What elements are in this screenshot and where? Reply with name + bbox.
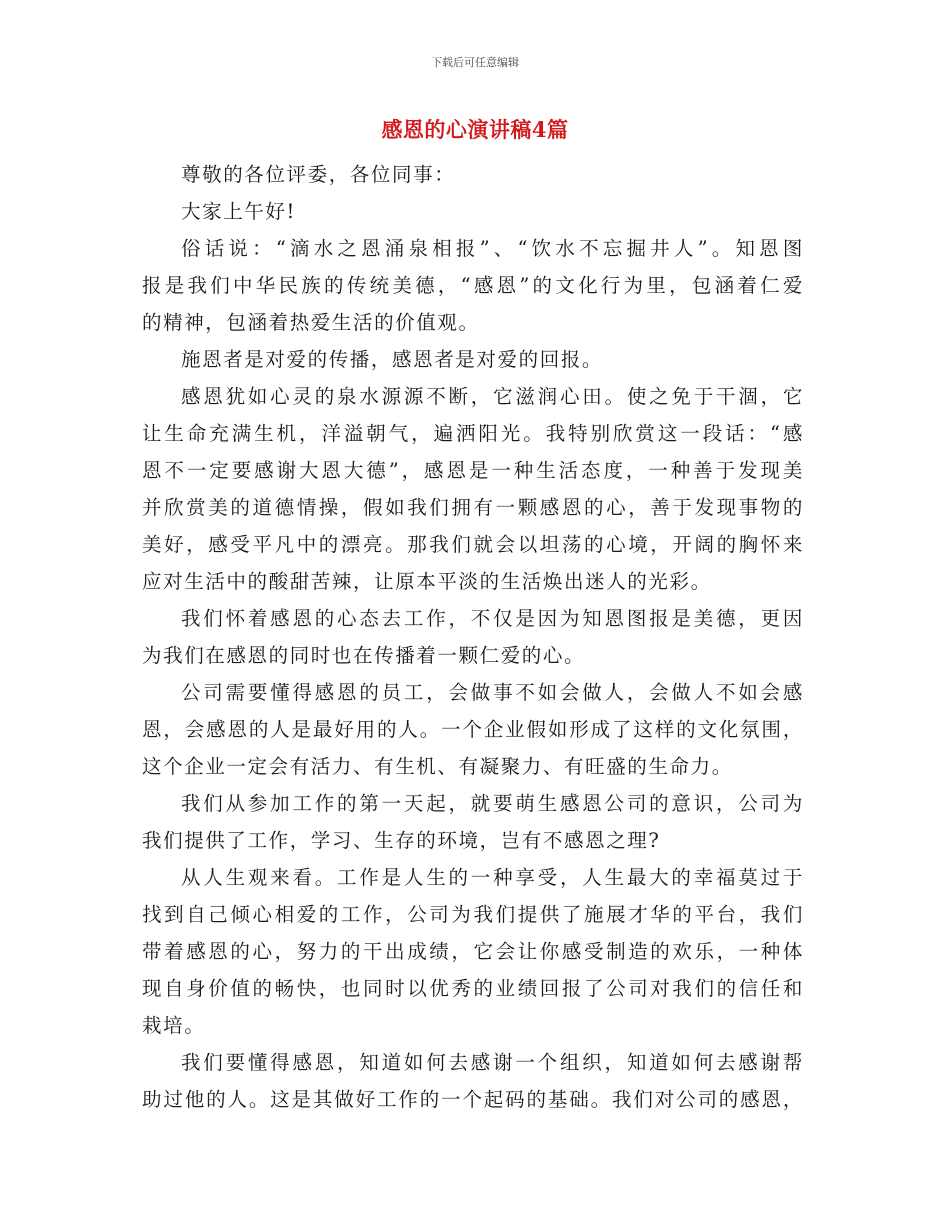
paragraph-line: 尊敬的各位评委，各位同事： [181, 163, 456, 186]
paragraph-line: 恩不一定要感谢大恩大德”，感恩是一种生活态度，一种善于发现美 [142, 459, 804, 482]
paragraph-line: 我们提供了工作，学习、生存的环境，岂有不感恩之理? [142, 829, 661, 852]
paragraph-line: 让生命充满生机，洋溢朝气，遍洒阳光。我特别欣赏这一段话：“感 [142, 422, 804, 445]
document-title: 感恩的心演讲稿4篇 [381, 117, 569, 142]
paragraph-line: 为我们在感恩的同时也在传播着一颗仁爱的心。 [142, 644, 586, 667]
paragraph [142, 193, 804, 230]
paragraph-line: 助过他的人。这是其做好工作的一个起码的基础。我们对公司的感恩， [142, 1088, 804, 1111]
paragraph-line: 大家上午好! [181, 200, 296, 223]
paragraph-line: 我们要懂得感恩，知道如何去感谢一个组织，知道如何去感谢帮 [181, 1051, 804, 1074]
paragraph [142, 674, 804, 785]
paragraph-line: 应对生活中的酸甜苦辣，让原本平淡的生活焕出迷人的光彩。 [142, 570, 712, 593]
paragraph-line: 我们怀着感恩的心态去工作，不仅是因为知恩图报是美德，更因 [181, 607, 804, 630]
paragraph-line: 的精神，包涵着热爱生活的价值观。 [142, 311, 480, 334]
document-body [142, 156, 804, 1118]
paragraph [142, 859, 804, 1044]
paragraph-line: 栽培。 [142, 1014, 206, 1037]
paragraph [142, 378, 804, 600]
paragraph-line: 并欣赏美的道德情操，假如我们拥有一颗感恩的心，善于发现事物的 [142, 496, 804, 519]
paragraph-line: 施恩者是对爱的传播，感恩者是对爱的回报。 [181, 348, 604, 371]
paragraph-line: 恩，会感恩的人是最好用的人。一个企业假如形成了这样的文化氛围， [142, 718, 804, 741]
paragraph-line: 带着感恩的心，努力的干出成绩，它会让你感受制造的欢乐，一种体 [142, 940, 804, 963]
paragraph-line: 公司需要懂得感恩的员工，会做事不如会做人，会做人不如会感 [181, 681, 804, 704]
paragraph-line: 找到自己倾心相爱的工作，公司为我们提供了施展才华的平台，我们 [142, 903, 804, 926]
paragraph-line: 美好，感受平凡中的漂亮。那我们就会以坦荡的心境，开阔的胸怀来 [142, 533, 804, 556]
paragraph-line: 从人生观来看。工作是人生的一种享受，人生最大的幸福莫过于 [181, 866, 804, 889]
paragraph [142, 600, 804, 674]
paragraph-line: 这个企业一定会有活力、有生机、有凝聚力、有旺盛的生命力。 [142, 755, 733, 778]
paragraph-line: 现自身价值的畅快，也同时以优秀的业绩回报了公司对我们的信任和 [142, 977, 804, 1000]
paragraph [142, 785, 804, 859]
paragraph [142, 341, 804, 378]
paragraph-line: 俗话说：“滴水之恩涌泉相报”、“饮水不忘掘井人”。知恩图 [181, 237, 804, 260]
paragraph-line: 报是我们中华民族的传统美德，“感恩”的文化行为里，包涵着仁爱 [142, 274, 804, 297]
paragraph-line: 感恩犹如心灵的泉水源源不断，它滋润心田。使之免于干涸，它 [181, 385, 804, 408]
paragraph [142, 1044, 804, 1118]
paragraph [142, 156, 804, 193]
paragraph [142, 230, 804, 341]
header-note: 下载后可任意编辑 [431, 56, 519, 69]
paragraph-line: 我们从参加工作的第一天起，就要萌生感恩公司的意识，公司为 [181, 792, 804, 815]
